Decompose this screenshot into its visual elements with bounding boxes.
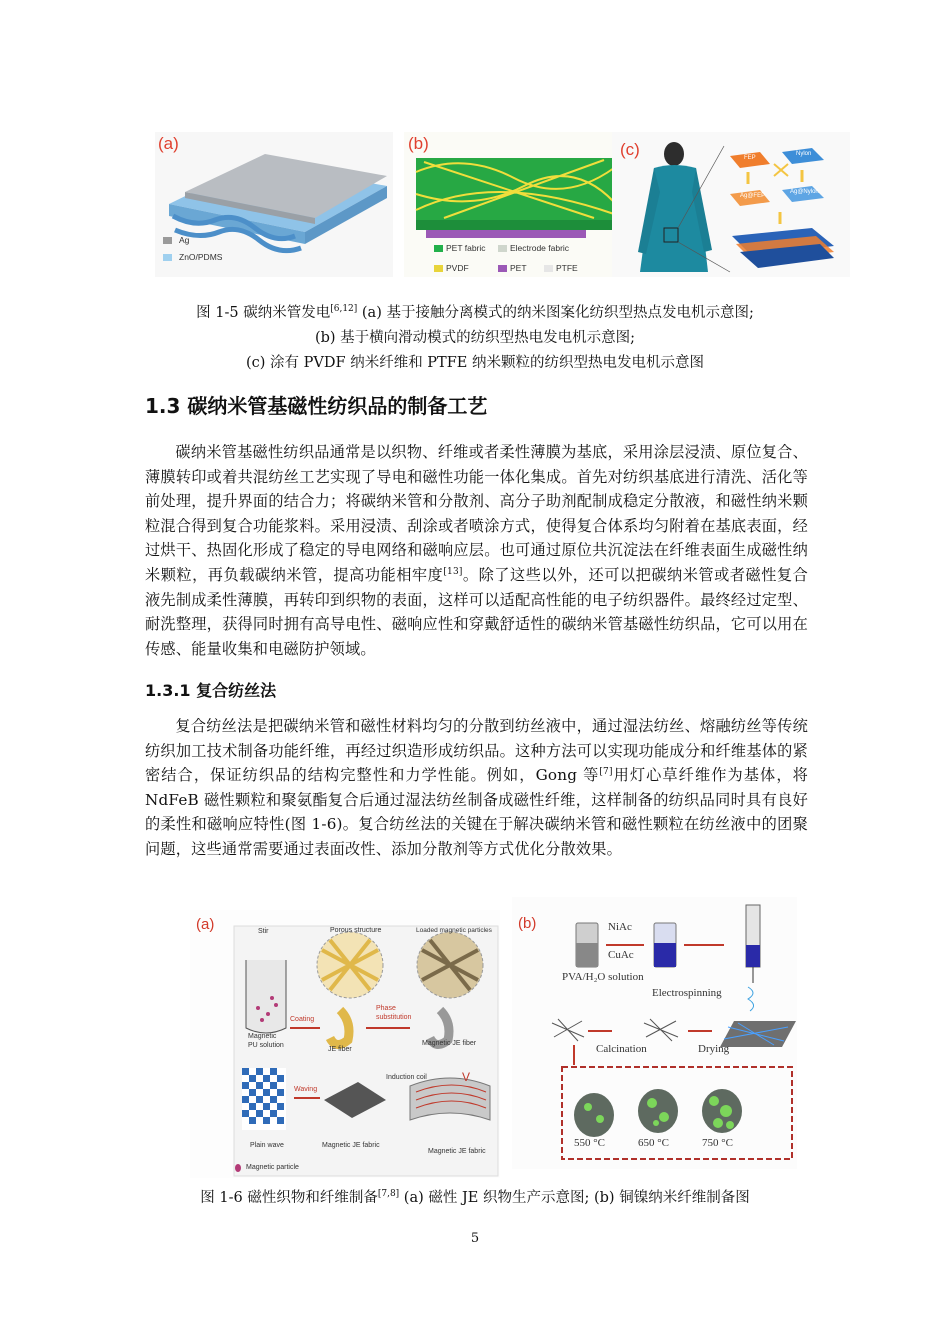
fig6-mag-je-fiber: Magnetic JE fiber xyxy=(422,1040,477,1047)
legend-swatch-pet-fabric xyxy=(434,245,443,252)
fig6-loaded: Loaded magnetic particles xyxy=(416,927,492,934)
legend-electrode-fabric: Electrode fabric xyxy=(510,243,570,253)
legend-ag: Ag xyxy=(179,235,190,245)
fig6-temp-750: 750 °C xyxy=(702,1137,733,1149)
legend-pvdf: PVDF xyxy=(446,263,469,273)
figure-1-5-caption-line1 xyxy=(0,303,950,323)
fig6-v: V xyxy=(462,1070,471,1084)
fig6-electrospinning: Electrospinning xyxy=(652,987,722,999)
figure-1-5-caption-line3: (c) 涂有 PVDF 纳米纤维和 PTFE 纳米颗粒的纺织型热电发电机示意图 xyxy=(246,355,704,371)
panel-b-label: (b) xyxy=(408,134,429,153)
caption-line1-prefix: 图 1-5 碳纳米管发电 xyxy=(196,305,331,321)
panel-a-label: (a) xyxy=(158,134,179,153)
legend-pet: PET xyxy=(510,263,527,273)
legend-swatch-ag xyxy=(163,237,172,244)
label-fep: FEP xyxy=(744,155,756,161)
fig6-caption-suffix: (a) 磁性 JE 织物生产示意图; (b) 铜镍纳米纤维制备图 xyxy=(399,1190,750,1206)
fig6-cuac: CuAc xyxy=(608,949,634,961)
fig6-pva: PVA/H₂O solution xyxy=(562,971,644,983)
fig6-waving: Waving xyxy=(294,1086,318,1093)
page-number: 5 xyxy=(470,1231,480,1246)
label-nylon: Nylon xyxy=(796,151,812,157)
para1-text-a: 碳纳米管基磁性纺织品通常是以织物、纤维或者柔性薄膜为基底，采用涂层浸渍、原位复合、薄膜转印或着共混纺丝工艺实现了导电和磁性功能一体化集成。首先对纺织基底进行清洗、活化等前处理，提升界面的结合力；将碳纳米管和分散剂、高分子助剂配制成稳定分散液，和磁性纳米颗粒混合得到复合功能浆料。采用浸渍、刮涂或者喷涂方式，使得复合体系均匀附着在基底表面，经过烘干、热固化形成了稳定的导电网络和磁响应层。也可通过原位共沉淀法在纤维表面生成磁性纳米颗粒，再负载碳纳米管，提高功能相牢度 xyxy=(145,443,808,584)
para1-ref: [13] xyxy=(443,566,463,577)
fig6-stir: Stir xyxy=(258,928,269,935)
figure-1-5-panel-b xyxy=(404,132,622,277)
fig6-induction: Induction coil xyxy=(386,1074,427,1081)
legend-pet-fabric: PET fabric xyxy=(446,243,486,253)
label-ag-fep: Ag@FEP xyxy=(740,193,766,199)
fiber-mat-illustration xyxy=(404,132,622,277)
fig6-panel-a-label: (a) xyxy=(196,916,215,933)
para2-ref: [7] xyxy=(599,767,613,778)
fig6-niac: NiAc xyxy=(608,921,632,933)
caption-line1-suffix: (a) 基于接触分离模式的纳米图案化纺织型热点发电机示意图; xyxy=(357,305,754,321)
fig6-caption-prefix: 图 1-6 磁性织物和纤维制备 xyxy=(200,1190,378,1206)
legend-ptfe: PTFE xyxy=(556,263,578,273)
figure-1-5-panel-c xyxy=(612,132,850,277)
legend-zno-pdms: ZnO/PDMS xyxy=(179,252,223,262)
para2-text-a: 复合纺丝法是把碳纳米管和磁性材料均匀的分散到纺丝液中，通过湿法纺丝、熔融纺丝等传统纺织加工技术制备功能纤维，再经过织造形成纺织品。这种方法可以实现功能成分和纤维基体的紧密结合，保证纺织品的结构完整性和力学性能。例如，Gong 等 xyxy=(145,717,808,785)
fig6-pu-solution: Magnetic PU solution xyxy=(248,1033,284,1049)
legend-swatch-pvdf xyxy=(434,265,443,272)
legend-swatch-pet xyxy=(498,265,507,272)
subsection-heading: 1.3.1 复合纺丝法 xyxy=(145,681,277,700)
figure-1-6-panel-a xyxy=(190,910,500,1178)
body-paragraph-2 xyxy=(145,714,808,862)
caption-line1-ref: [6,12] xyxy=(330,304,358,315)
fig6-temp-650: 650 °C xyxy=(638,1137,669,1149)
fig6-porous: Porous structure xyxy=(330,927,382,934)
fig6-je-fiber: JE fiber xyxy=(328,1046,352,1053)
figure-1-6-caption xyxy=(0,1188,950,1208)
fig6-phase: Phase substitution xyxy=(376,1005,412,1021)
fig6-temp-550: 550 °C xyxy=(574,1137,605,1149)
fig6-mag-je-fabric: Magnetic JE fabric xyxy=(322,1142,380,1149)
fig6-mag-particle: Magnetic particle xyxy=(246,1164,299,1171)
figure-1-5-panel-a xyxy=(155,132,393,277)
panel-c-label: (c) xyxy=(620,140,640,159)
para2-text-b: 用灯心草纤维作为基体，将 NdFeB 磁性颗粒和聚氨酯复合后通过湿法纺丝制备成磁性纤维，这样制备的纺织品同时具有良好的柔性和磁响应特性(图 1-6)。复合纺丝法的关键在于解决碳纳米管和磁性颗粒在纺丝液中的团聚问题，这些通常需要通过表面改性、添加分散剂等方式优化分散效果。 xyxy=(145,766,808,858)
legend-swatch-zno xyxy=(163,254,172,261)
legend-swatch-ptfe xyxy=(544,265,553,272)
fig6-panel-b-label: (b) xyxy=(518,915,537,932)
garment-illustration xyxy=(612,132,850,277)
fig6-mag-je-fabric-2: Magnetic JE fabric xyxy=(428,1148,486,1155)
section-heading: 1.3 碳纳米管基磁性纺织品的制备工艺 xyxy=(145,394,488,418)
para1-text-b: 。除了这些以外，还可以把碳纳米管或者磁性复合液先制成柔性薄膜，再转印到织物的表面，这样可以适配高性能的电子纺织器件。最终经过定型、耐洗整理，获得同时拥有高导电性、磁响应性和穿戴舒适性的碳纳米管基磁性纺织品，它可以用在传感、能量收集和电磁防护领域。 xyxy=(145,565,808,658)
body-paragraph-1 xyxy=(145,440,808,661)
fig6-calcination: Calcination xyxy=(596,1043,647,1055)
figure-1-6-panel-b xyxy=(512,897,797,1169)
fig6-plain-wave: Plain wave xyxy=(250,1142,284,1149)
fig6-caption-ref: [7,8] xyxy=(377,1189,400,1200)
fig6-drying: Drying xyxy=(698,1043,730,1055)
figure-1-5-caption-line2: (b) 基于横向滑动模式的纺织型热电发电机示意图; xyxy=(314,330,636,346)
nanofiber-preparation-process xyxy=(512,897,797,1169)
fig6-coating: Coating xyxy=(290,1016,315,1023)
label-ag-nylon: Ag@Nylon xyxy=(790,189,819,195)
legend-swatch-electrode xyxy=(498,245,507,252)
